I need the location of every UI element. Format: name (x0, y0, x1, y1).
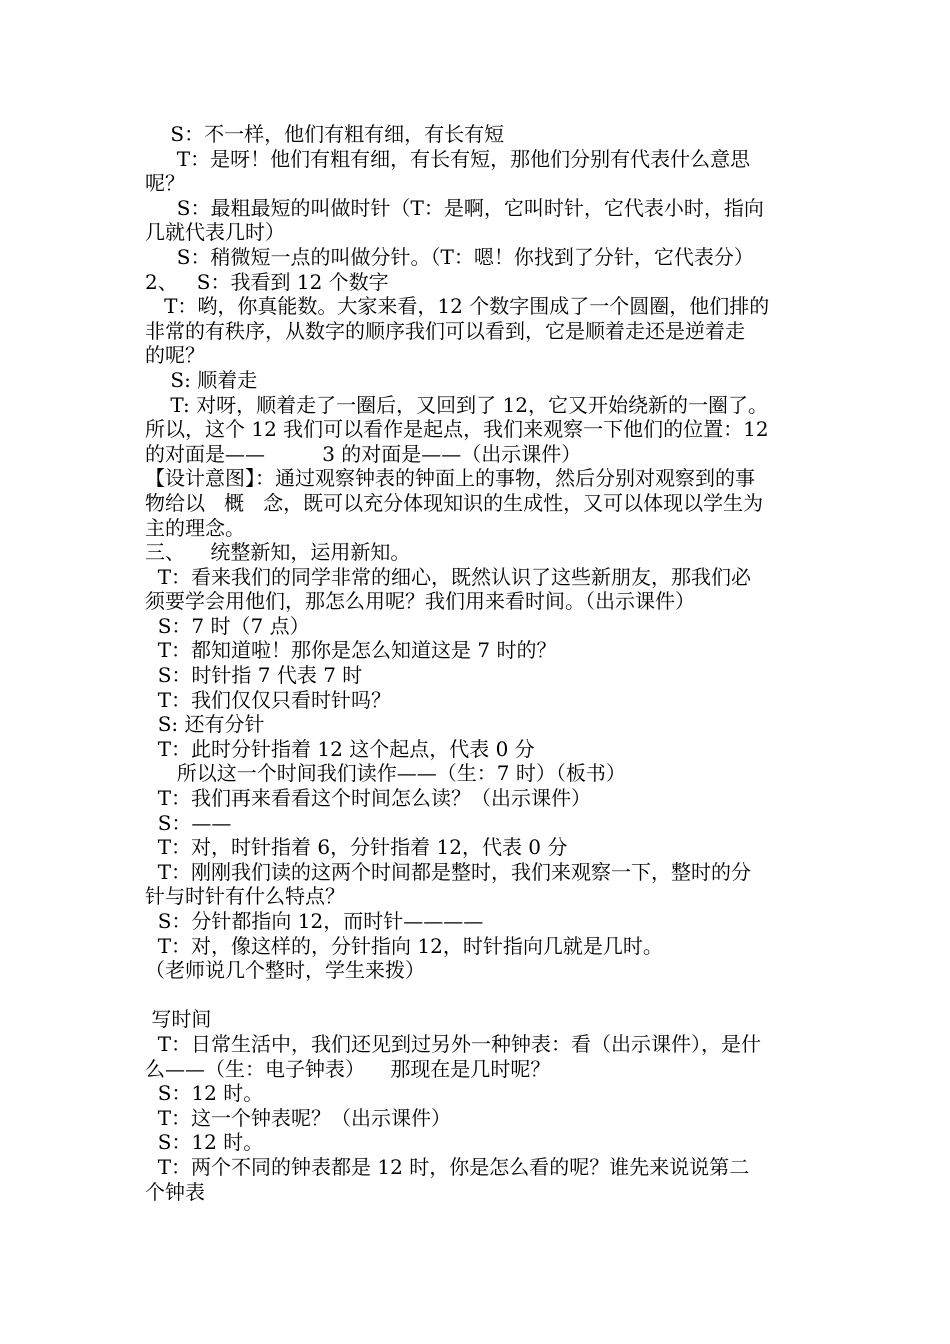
text-line: T：日常生活中，我们还见到过另外一种钟表：看（出示课件），是什 (145, 1031, 762, 1056)
text-line: T：哟，你真能数。大家来看，12 个数字围成了一个圆圈，他们排的 (145, 294, 770, 319)
text-line: T：是呀！他们有粗有细，有长有短，那他们分别有代表什么意思 (145, 146, 751, 171)
text-line: T：看来我们的同学非常的细心，既然认识了这些新朋友，那我们必 (145, 564, 752, 589)
text-line: T：此时分针指着 12 这个起点，代表 0 分 (145, 736, 535, 761)
text-line: T：我们仅仅只看时针吗？ (145, 687, 392, 712)
text-line: S：分针都指向 12，而时针———— (145, 909, 484, 933)
text-line: 所以这一个时间我们读作——（生：7 时）（板书） (145, 761, 626, 786)
blank-line (145, 983, 811, 1008)
text-line: T：都知道啦！那你是怎么知道这是 7 时的？ (145, 638, 557, 663)
text-line: 么——（生：电子钟表） 那现在是几时呢？ (145, 1056, 551, 1081)
text-line: 呢？ (145, 171, 185, 196)
text-line: 个钟表 (145, 1179, 205, 1204)
text-line: 针与时针有什么特点？ (145, 884, 345, 909)
text-line: 物给以 概 念，既可以充分体现知识的生成性，又可以体现以学生为 (145, 490, 764, 515)
text-line: 写时间 (145, 1007, 212, 1032)
text-line: 主的理念。 (145, 515, 245, 540)
text-line: T：两个不同的钟表都是 12 时，你是怎么看的呢？谁先来说说第二 (145, 1154, 750, 1179)
text-line: 三、 统整新知，运用新知。 (145, 540, 411, 565)
text-line: T：这一个钟表呢？（出示课件） (145, 1105, 452, 1130)
text-line: S：稍微短一点的叫做分针。（T：嗯！你找到了分针，它代表分） (145, 244, 754, 269)
text-line: S：7 时（7 点） (145, 613, 310, 638)
document-body (145, 122, 811, 1204)
text-line: 【设计意图】：通过观察钟表的钟面上的事物，然后分别对观察到的事 (145, 466, 755, 491)
text-line: 的对面是—— 3 的对面是——（出示课件） (145, 441, 582, 466)
text-line: S：12 时。 (145, 1081, 264, 1106)
text-line: T：对，时针指着 6，分针指着 12，代表 0 分 (145, 835, 568, 860)
text-line: 的呢？ (145, 343, 205, 368)
text-line: T：刚刚我们读的这两个时间都是整时，我们来观察一下，整时的分 (145, 859, 752, 884)
text-line: S：12 时。 (145, 1130, 264, 1155)
text-line: 2、 S：我看到 12 个数字 (145, 269, 389, 294)
text-line: 所以，这个 12 我们可以看作是起点，我们来观察一下他们的位置：12 (145, 417, 769, 442)
text-line: 几就代表几时） (145, 220, 285, 245)
text-line: 非常的有秩序，从数字的顺序我们可以看到，它是顺着走还是逆着走 (145, 318, 745, 343)
text-line: （老师说几个整时，学生来拨） (145, 958, 425, 983)
text-line: S：时针指 7 代表 7 时 (145, 663, 363, 688)
text-line: S：不一样，他们有粗有细，有长有短 (145, 122, 505, 146)
text-line: T: 对呀，顺着走了一圈后，又回到了 12，它又开始绕新的一圈了。 (145, 392, 768, 417)
text-line: 须要学会用他们，那怎么用呢？我们用来看时间。（出示课件） (145, 589, 695, 614)
text-line: S: 顺着走 (145, 367, 258, 392)
text-line: T：我们再来看看这个时间怎么读？（出示课件） (145, 786, 592, 811)
text-line: S: 还有分针 (145, 712, 265, 737)
text-line: S：—— (145, 810, 232, 835)
text-line: S：最粗最短的叫做时针（T：是啊，它叫时针，它代表小时，指向 (145, 195, 764, 220)
text-line: T：对，像这样的，分针指向 12，时针指向几就是几时。 (145, 933, 663, 958)
